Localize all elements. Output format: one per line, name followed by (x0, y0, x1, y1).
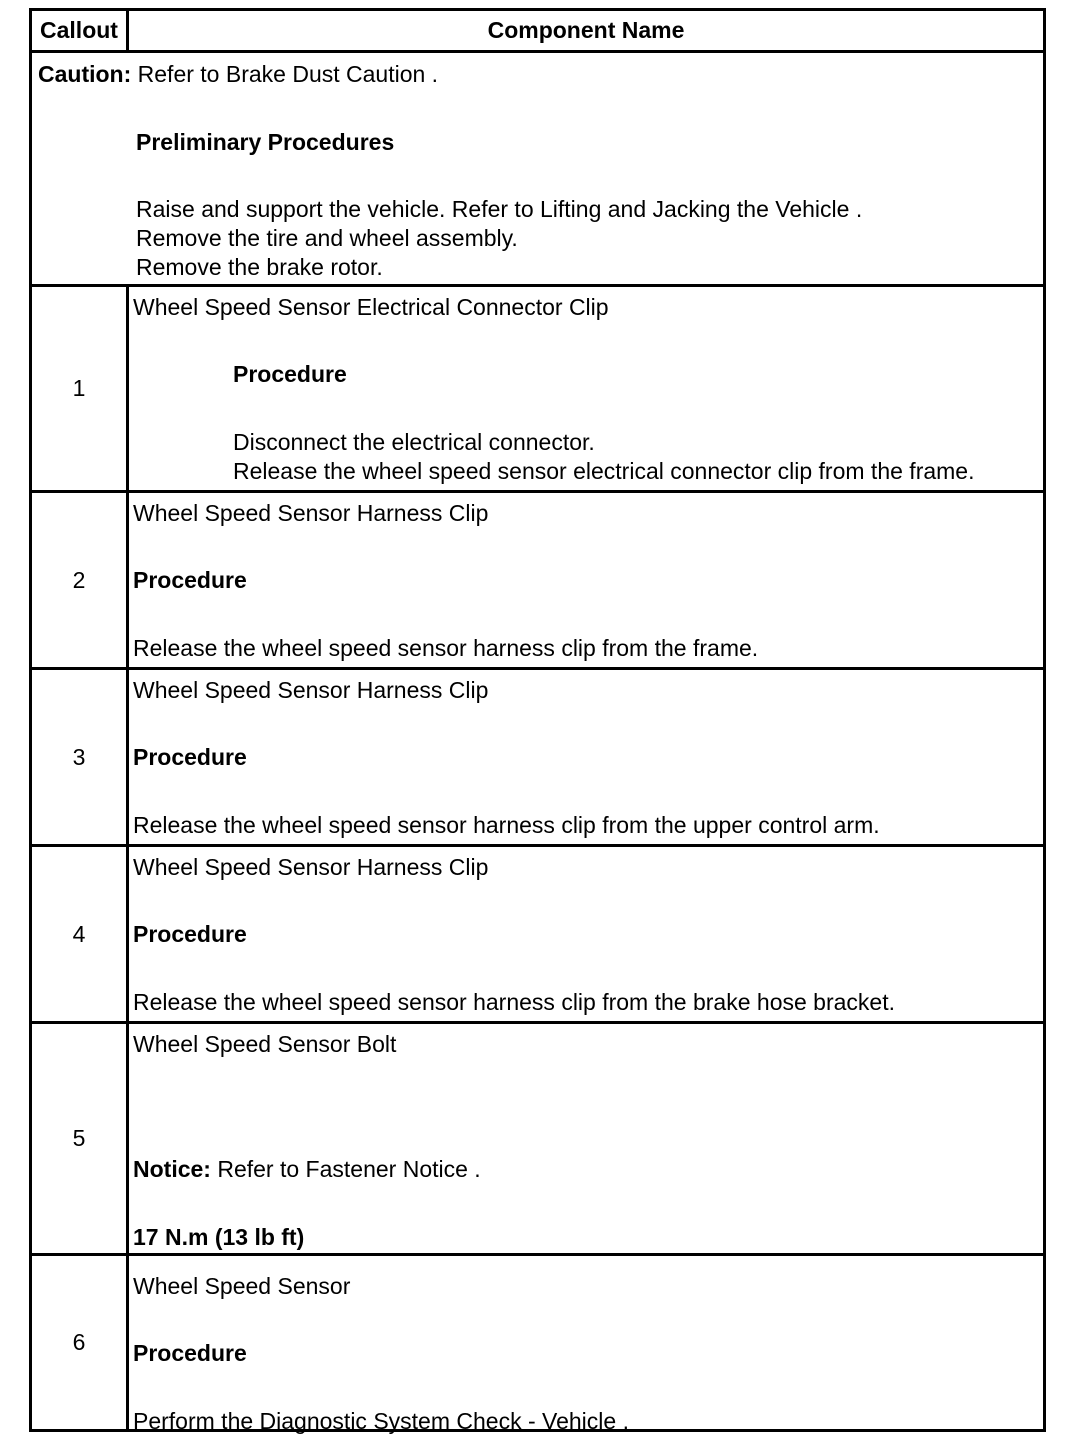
preliminary-heading: Preliminary Procedures (136, 129, 395, 155)
component-name: Wheel Speed Sensor Harness Clip (133, 677, 489, 703)
intro-step: Remove the tire and wheel assembly. (136, 225, 518, 251)
procedure-label: Procedure (133, 921, 247, 947)
procedure-label: Procedure (233, 361, 347, 387)
procedure-table (29, 8, 1046, 1432)
component-cell (129, 670, 1043, 844)
procedure-step: Release the wheel speed sensor harness clip from the brake hose bracket. (133, 989, 895, 1015)
component-name: Wheel Speed Sensor Electrical Connector Clip (133, 294, 609, 320)
callout-number: 1 (72, 375, 86, 401)
callout-number: 2 (72, 566, 86, 593)
intro-step: Raise and support the vehicle. Refer to Lifting and Jacking the Vehicle . (136, 196, 863, 222)
component-cell (129, 847, 1043, 1021)
torque-spec: 17 N.m (13 lb ft) (133, 1224, 305, 1250)
intro-step: Remove the brake rotor. (136, 254, 383, 280)
caution-line (38, 60, 438, 89)
callout-number: 6 (72, 1329, 86, 1355)
procedure-step: Release the wheel speed sensor electrical connector clip from the frame. (233, 458, 975, 484)
callout-number: 4 (72, 920, 86, 947)
component-cell (129, 1024, 1043, 1253)
table-row (32, 1024, 1043, 1256)
procedure-label: Procedure (133, 567, 247, 593)
intro-row (32, 53, 1043, 287)
notice-text: Refer to Fastener Notice . (217, 1156, 481, 1182)
table-row (32, 1256, 1043, 1434)
component-cell (129, 1256, 1043, 1434)
table-header-row (32, 11, 1043, 53)
callout-number: 3 (72, 743, 86, 770)
notice-label: Notice: (133, 1156, 211, 1182)
procedure-step: Release the wheel speed sensor harness clip from the upper control arm. (133, 812, 880, 838)
caution-label: Caution: (38, 61, 132, 87)
component-name: Wheel Speed Sensor Harness Clip (133, 854, 489, 880)
procedure-step: Perform the Diagnostic System Check - Vehicle . (133, 1408, 629, 1434)
component-name: Wheel Speed Sensor (133, 1273, 351, 1299)
component-cell (129, 287, 1043, 490)
table-row (32, 847, 1043, 1024)
table-row (32, 493, 1043, 670)
caution-text: Refer to Brake Dust Caution . (137, 61, 439, 87)
callout-number: 5 (72, 1125, 86, 1151)
component-name: Wheel Speed Sensor Bolt (133, 1031, 397, 1057)
header-component-name: Component Name (487, 17, 685, 43)
procedure-step: Disconnect the electrical connector. (233, 429, 595, 455)
procedure-label: Procedure (133, 744, 247, 770)
component-cell (129, 493, 1043, 667)
component-name: Wheel Speed Sensor Harness Clip (133, 500, 489, 526)
notice-line (133, 1155, 481, 1184)
procedure-step: Release the wheel speed sensor harness clip from the frame. (133, 635, 759, 661)
header-callout: Callout (40, 17, 118, 43)
table-row (32, 287, 1043, 493)
procedure-label: Procedure (133, 1340, 247, 1366)
table-row (32, 670, 1043, 847)
